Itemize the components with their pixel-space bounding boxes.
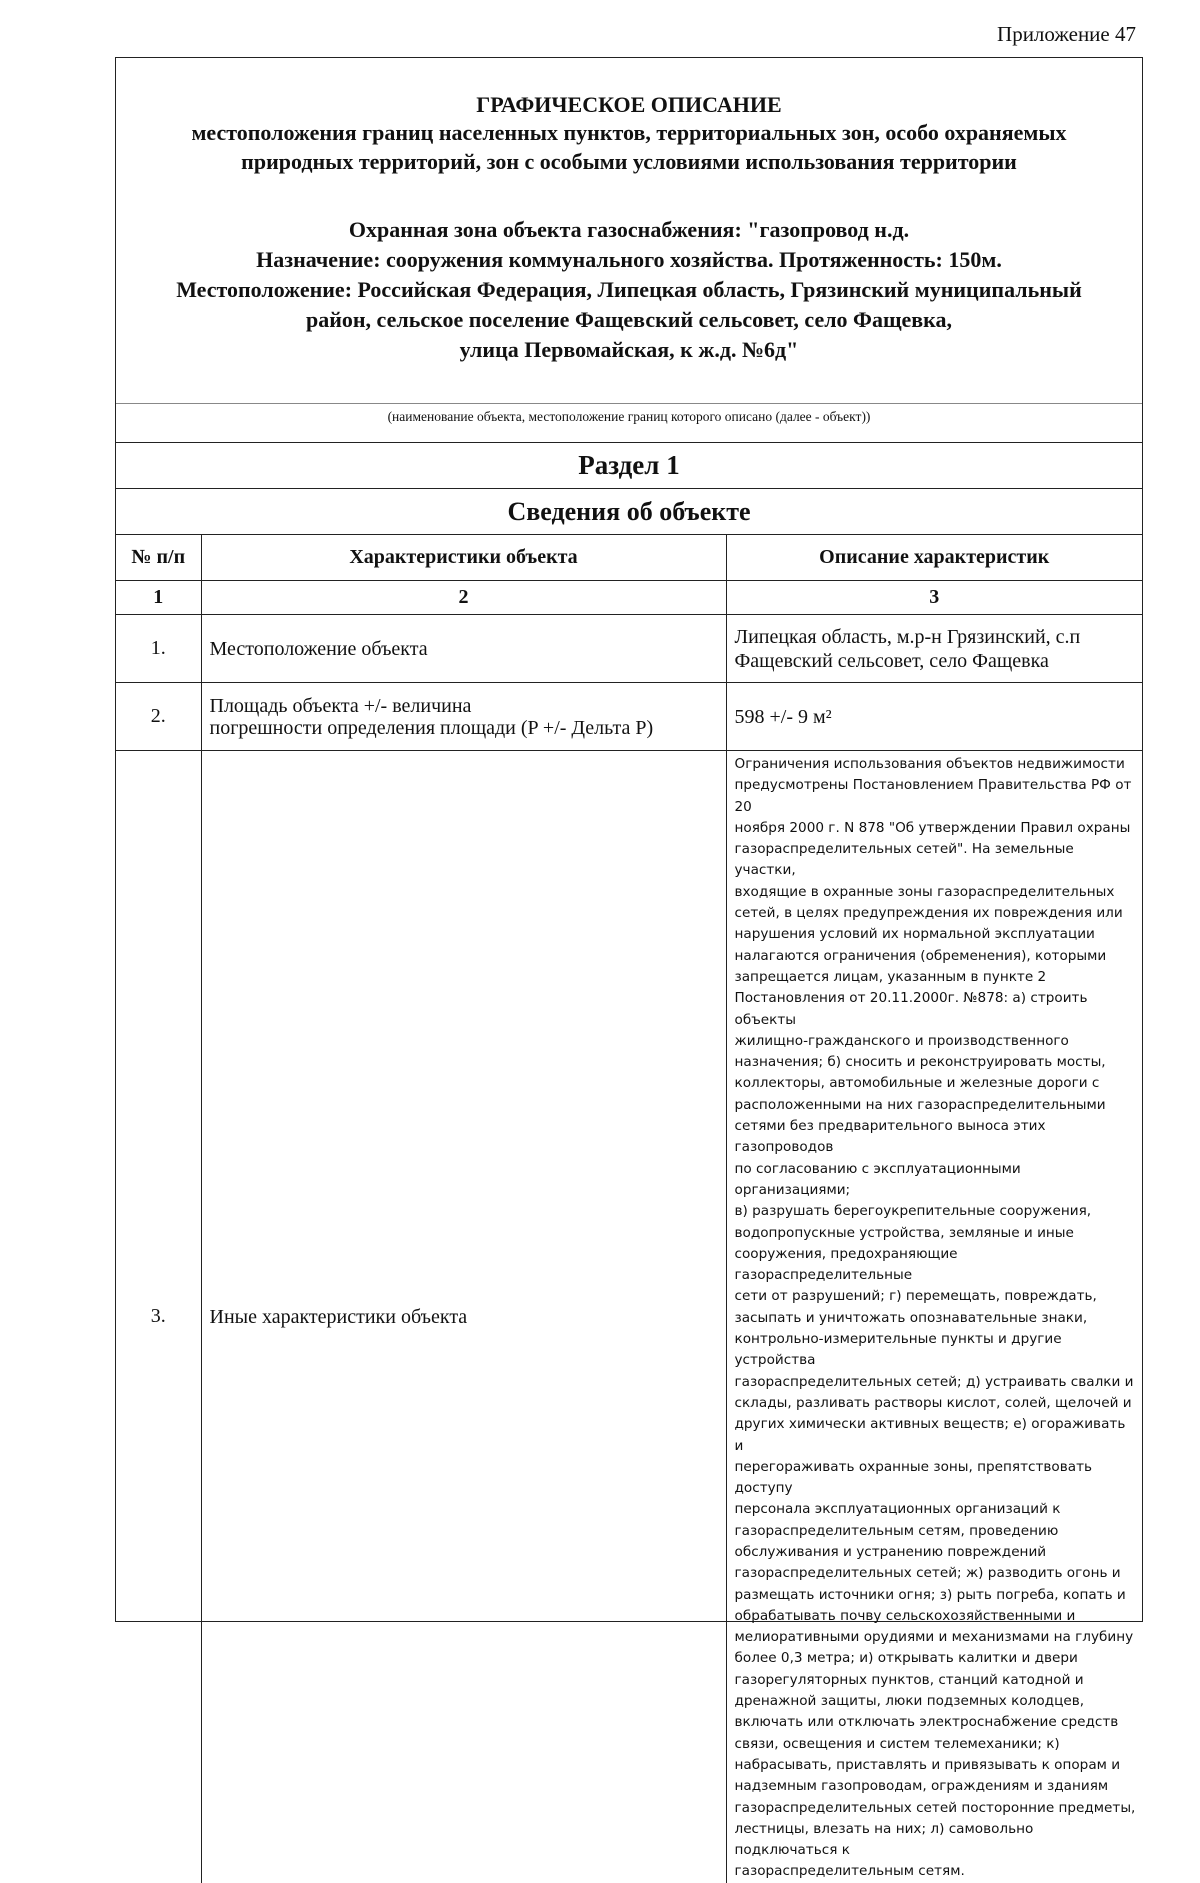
restrictions-line: сети от разрушений; г) перемещать, повреждать, bbox=[734, 1288, 1097, 1305]
document-frame bbox=[115, 57, 1143, 1880]
restrictions-line: обрабатывать почву сельскохозяйственными и bbox=[734, 1607, 1076, 1624]
column-header-characteristic: Характеристики объекта bbox=[201, 535, 726, 581]
object-caption: (наименование объекта, местоположение границ которого описано (далее - объект)) bbox=[387, 409, 871, 424]
restrictions-line: газораспределительным сетям, проведению bbox=[734, 1522, 1059, 1539]
restrictions-line: засыпать и уничтожать опознавательные знаки, bbox=[734, 1309, 1088, 1326]
restrictions-line: по согласованию с эксплуатационными организациями; bbox=[734, 1160, 1021, 1198]
document-title: ГРАФИЧЕСКОЕ ОПИСАНИЕ bbox=[476, 92, 782, 117]
restrictions-line: расположенными на них газораспределительными bbox=[734, 1096, 1106, 1113]
restrictions-line: других химически активных веществ; е) огораживать и bbox=[734, 1416, 1126, 1454]
restrictions-line: газораспределительных сетей; д) устраивать свалки и bbox=[734, 1373, 1134, 1390]
restrictions-line: газораспределительных сетей". На земельные участки, bbox=[734, 841, 1074, 879]
table-row bbox=[116, 615, 1142, 683]
restrictions-line: надземным газопроводам, ограждениям и зданиям bbox=[734, 1778, 1109, 1795]
section-label: Раздел 1 bbox=[116, 443, 1142, 489]
row-characteristic: Иные характеристики объекта bbox=[201, 751, 726, 1883]
object-line-5: улица Первомайская, к ж.д. №6д" bbox=[459, 337, 799, 362]
appendix-label: Приложение 47 bbox=[997, 22, 1136, 46]
row-number: 1. bbox=[116, 615, 201, 683]
row-characteristic-line-1: Площадь объекта +/- величина bbox=[209, 694, 472, 717]
restrictions-line: водопропускные устройства, земляные и иные bbox=[734, 1224, 1074, 1241]
restrictions-line: набрасывать, приставлять и привязывать к опорам и bbox=[734, 1756, 1121, 1773]
restrictions-line: контрольно-измерительные пункты и другие устройства bbox=[734, 1331, 1062, 1369]
restrictions-line: в) разрушать берегоукрепительные сооружения, bbox=[734, 1203, 1092, 1220]
table-row bbox=[116, 683, 1142, 751]
restrictions-line: Постановления от 20.11.2000г. №878: а) строить объекты bbox=[734, 990, 1088, 1028]
restrictions-line: предусмотрены Постановлением Правительства РФ от 20 bbox=[734, 777, 1132, 815]
column-header-number: № п/п bbox=[116, 535, 201, 581]
restrictions-line: сетей, в целях предупреждения их повреждения или bbox=[734, 905, 1123, 922]
object-line-3: Местоположение: Российская Федерация, Липецкая область, Грязинский муниципальный bbox=[176, 277, 1082, 302]
row-description-restrictions bbox=[726, 751, 1142, 1883]
column-header-description: Описание характеристик bbox=[726, 535, 1142, 581]
restrictions-line: газорегуляторных пунктов, станций катодной и bbox=[734, 1671, 1084, 1688]
column-number-2: 2 bbox=[201, 581, 726, 615]
restrictions-line: мелиоративными орудиями и механизмами на глубину bbox=[734, 1629, 1134, 1646]
restrictions-line: сооружения, предохраняющие газораспределительные bbox=[734, 1245, 958, 1284]
restrictions-line: перегораживать охранные зоны, препятствовать доступу bbox=[734, 1458, 1093, 1497]
restrictions-line: газораспределительных сетей; ж) разводить огонь и bbox=[734, 1565, 1121, 1582]
restrictions-line: коллекторы, автомобильные и железные дороги с bbox=[734, 1075, 1100, 1092]
restrictions-line: ноября 2000 г. N 878 "Об утверждении Правил охраны bbox=[734, 819, 1131, 836]
column-number-1: 1 bbox=[116, 581, 201, 615]
row-number: 2. bbox=[116, 683, 201, 751]
object-description bbox=[116, 215, 1142, 365]
document-header bbox=[116, 58, 1142, 424]
restrictions-line: персонала эксплуатационных организаций к bbox=[734, 1501, 1061, 1518]
row-characteristic-line-2: погрешности определения площади (P +/- Дельта P) bbox=[209, 716, 654, 739]
restrictions-line: назначения; б) сносить и реконструировать мосты, bbox=[734, 1054, 1106, 1071]
restrictions-line: лестницы, влезать на них; л) самовольно подключаться к bbox=[734, 1820, 1034, 1859]
restrictions-line: запрещается лицам, указанным в пункте 2 bbox=[734, 968, 1047, 985]
restrictions-line: обслуживания и устранению повреждений bbox=[734, 1543, 1047, 1560]
column-number-3: 3 bbox=[726, 581, 1142, 615]
table-header-row bbox=[116, 535, 1142, 581]
section-title: Сведения об объекте bbox=[116, 489, 1142, 535]
restrictions-line: более 0,3 метра; и) открывать калитки и двери bbox=[734, 1650, 1078, 1667]
restrictions-line: газораспределительным сетям. bbox=[734, 1863, 965, 1880]
restrictions-line: газораспределительных сетей посторонние предметы, bbox=[734, 1799, 1136, 1816]
object-line-2: Назначение: сооружения коммунального хозяйства. Протяженность: 150м. bbox=[256, 247, 1002, 272]
restrictions-line: входящие в охранные зоны газораспределительных bbox=[734, 883, 1115, 900]
document-subtitle-line-2: природных территорий, зон с особыми условиями использования территории bbox=[241, 149, 1017, 174]
restrictions-line: сетями без предварительного выноса этих газопроводов bbox=[734, 1118, 1046, 1156]
restrictions-line: связи, освещения и систем телемеханики; к) bbox=[734, 1735, 1060, 1752]
row-description: 598 +/- 9 м² bbox=[726, 683, 1142, 751]
restrictions-line: налагаются ограничения (обременения), которыми bbox=[734, 947, 1107, 964]
row-characteristic: Местоположение объекта bbox=[201, 615, 726, 683]
restrictions-line: жилищно-гражданского и производственного bbox=[734, 1032, 1069, 1049]
restrictions-line: Ограничения использования объектов недвижимости bbox=[734, 756, 1125, 772]
row-number: 3. bbox=[116, 751, 201, 1883]
document-subtitle-line-1: местоположения границ населенных пунктов, территориальных зон, особо охраняемых bbox=[191, 120, 1067, 145]
object-line-4: район, сельское поселение Фащевский сельсовет, село Фащевка, bbox=[305, 307, 953, 332]
restrictions-line: включать или отключать электроснабжение средств bbox=[734, 1714, 1119, 1731]
table-row bbox=[116, 751, 1142, 1883]
restrictions-line: дренажной защиты, люки подземных колодцев, bbox=[734, 1693, 1085, 1710]
object-line-1: Охранная зона объекта газоснабжения: "газопровод н.д. bbox=[348, 217, 910, 242]
restrictions-line: нарушения условий их нормальной эксплуатации bbox=[734, 926, 1095, 943]
row-description-line-2: Фащевский сельсовет, село Фащевка bbox=[734, 649, 1049, 672]
column-number-row bbox=[116, 581, 1142, 615]
restrictions-line: склады, разливать растворы кислот, солей, щелочей и bbox=[734, 1394, 1132, 1411]
row-description bbox=[726, 615, 1142, 683]
row-description-line-1: Липецкая область, м.р-н Грязинский, с.п bbox=[734, 625, 1081, 648]
restrictions-text bbox=[735, 754, 1137, 1883]
characteristics-table bbox=[116, 535, 1142, 1883]
row-characteristic bbox=[201, 683, 726, 751]
restrictions-line: размещать источники огня; з) рыть погреба, копать и bbox=[734, 1586, 1126, 1603]
